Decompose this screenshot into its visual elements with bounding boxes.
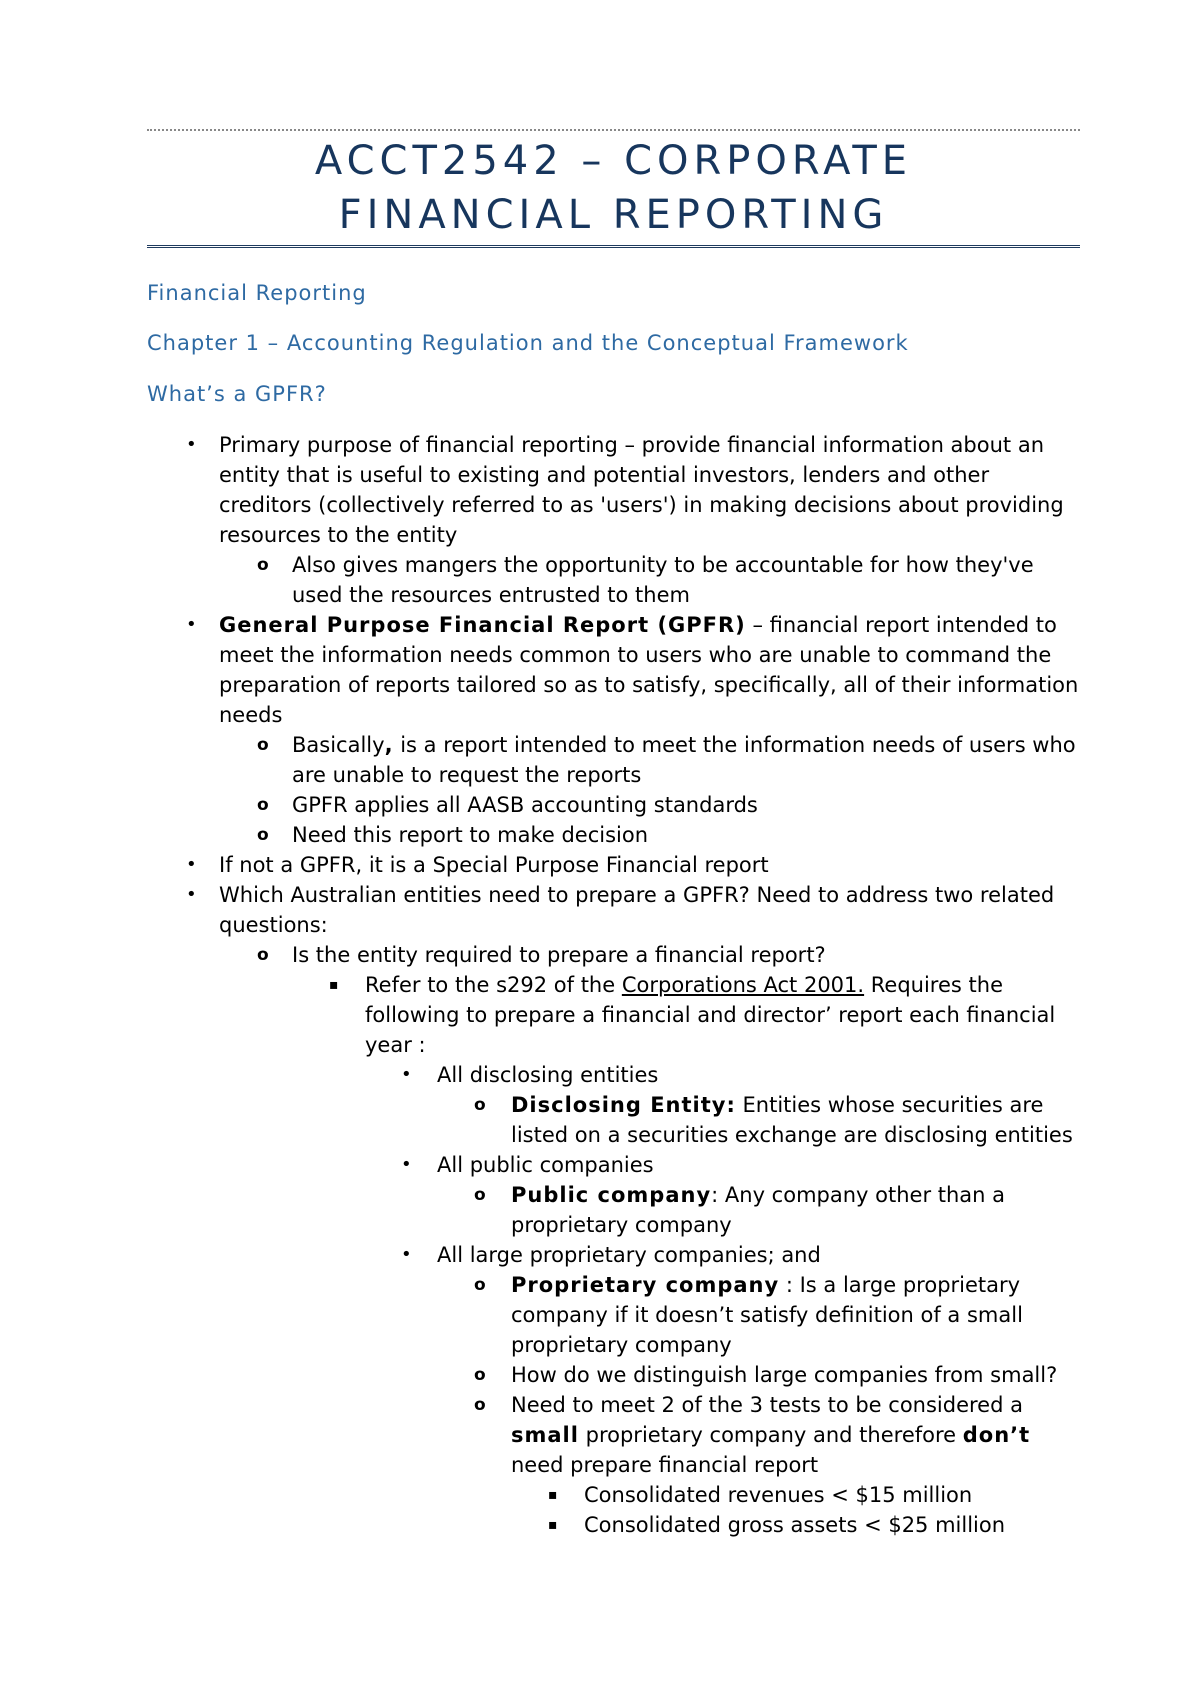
circle-marker: o [257, 945, 269, 965]
list-item [474, 1360, 1079, 1390]
list-item [474, 1270, 1079, 1360]
notes-list [0, 430, 1200, 1540]
square-marker: ▪ [548, 1517, 558, 1533]
list-item [257, 730, 1079, 790]
list-item [186, 880, 1079, 940]
list-item [401, 1060, 1079, 1090]
list-item-text: Primary purpose of financial reporting – provide financial information about an entity that is useful to existing and potential investors, lenders and other creditors (collectively referred to as 'users') in making decisions about providing resources to the entity [219, 433, 1064, 547]
circle-marker: o [474, 1395, 486, 1415]
bullet-marker: • [186, 614, 197, 635]
list-item-text: Is the entity required to prepare a financial report? [292, 943, 826, 967]
list-item-text: GPFR applies all AASB accounting standards [292, 793, 758, 817]
bold-comma: , [384, 733, 394, 757]
bullet-marker: • [401, 1064, 412, 1085]
text-run: proprietary company and therefore [578, 1423, 963, 1447]
bullet-marker: • [401, 1244, 412, 1265]
bold-small: small [511, 1423, 579, 1447]
list-item [186, 850, 1079, 880]
text-run: Refer to the s292 of the [365, 973, 622, 997]
list-item-text [365, 970, 1079, 1060]
bullet-marker: • [186, 854, 197, 875]
bullet-marker: • [401, 1154, 412, 1175]
text-run: is a report intended to meet the information needs of users who are unable to request the reports [292, 733, 1076, 787]
circle-marker: o [257, 735, 269, 755]
circle-marker: o [474, 1185, 486, 1205]
text-run: Requires the following to prepare a financial and director’ report each financial year : [365, 973, 1056, 1057]
list-item [474, 1390, 1079, 1480]
circle-marker: o [257, 825, 269, 845]
circle-marker: o [474, 1275, 486, 1295]
circle-marker: o [474, 1095, 486, 1115]
proprietary-company-term: Proprietary company [511, 1273, 780, 1297]
chapter-heading: Chapter 1 – Accounting Regulation and the Conceptual Framework [147, 331, 909, 355]
document-title-line-1: ACCT2542 – CORPORATE [314, 138, 913, 184]
list-item-text [511, 1270, 1079, 1360]
list-item [548, 1510, 1079, 1540]
bullet-marker: • [186, 434, 197, 455]
list-item-text [219, 610, 1079, 730]
text-run: Need to meet 2 of the 3 tests to be considered a [511, 1393, 1023, 1417]
list-item-text [292, 730, 1079, 790]
list-item [257, 790, 1079, 820]
circle-marker: o [474, 1365, 486, 1385]
square-marker: ▪ [548, 1487, 558, 1503]
bullet-marker: • [186, 884, 197, 905]
document-title-line-2: FINANCIAL REPORTING [338, 192, 889, 238]
text-run: : Is a large proprietary company if it doesn’t satisfy definition of a small proprietary company [511, 1273, 1023, 1357]
list-item [329, 970, 1079, 1060]
list-item-text [511, 1180, 1079, 1240]
text-run: need prepare financial report [511, 1453, 819, 1477]
list-item [257, 550, 1079, 610]
text-run: : Any company other than a proprietary company [511, 1183, 1006, 1237]
corporations-act-link[interactable]: Corporations Act 2001. [621, 973, 865, 997]
disclosing-entity-term: Disclosing Entity: [511, 1093, 736, 1117]
list-item [186, 610, 1079, 730]
section-heading: Financial Reporting [147, 281, 367, 305]
gpfr-term: General Purpose Financial Report (GPFR) [219, 613, 746, 637]
list-item [401, 1150, 1079, 1180]
list-item [548, 1480, 1079, 1510]
list-item-text [511, 1090, 1079, 1150]
list-item-text: All disclosing entities [437, 1063, 659, 1087]
list-item [401, 1240, 1079, 1270]
circle-marker: o [257, 555, 269, 575]
list-item-text: Also gives mangers the opportunity to be accountable for how they've used the resources entrusted to them [292, 553, 1034, 607]
list-item-text: Consolidated gross assets < $25 million [584, 1513, 1006, 1537]
list-item [474, 1090, 1079, 1150]
list-item-text: Which Australian entities need to prepare a GPFR? Need to address two related questions: [219, 883, 1055, 937]
list-item [474, 1180, 1079, 1240]
list-item-text: Consolidated revenues < $15 million [584, 1483, 973, 1507]
text-run: Basically [292, 733, 385, 757]
document-title [147, 134, 1080, 242]
question-heading: What’s a GPFR? [147, 382, 327, 406]
public-company-term: Public company [511, 1183, 712, 1207]
list-item-text: All public companies [437, 1153, 654, 1177]
square-marker: ▪ [329, 977, 339, 993]
title-bottom-rule [147, 245, 1080, 248]
circle-marker: o [257, 795, 269, 815]
bold-dont: don’t [962, 1423, 1031, 1447]
list-item-text: If not a GPFR, it is a Special Purpose Financial report [219, 853, 769, 877]
list-item-text: How do we distinguish large companies from small? [511, 1363, 1058, 1387]
gpfr-definition: – financial report intended to meet the information needs common to users who are unable to command the preparation of reports tailored so as to satisfy, specifically, all of their information needs [219, 613, 1079, 727]
list-item-text: Need this report to make decision [292, 823, 649, 847]
list-item [257, 940, 1079, 970]
list-item [186, 430, 1079, 550]
list-item-text [511, 1390, 1079, 1480]
text-run: Entities whose securities are listed on a securities exchange are disclosing entities [511, 1093, 1073, 1147]
list-item [257, 820, 1079, 850]
title-top-rule [147, 129, 1080, 131]
list-item-text: All large proprietary companies; and [437, 1243, 821, 1267]
